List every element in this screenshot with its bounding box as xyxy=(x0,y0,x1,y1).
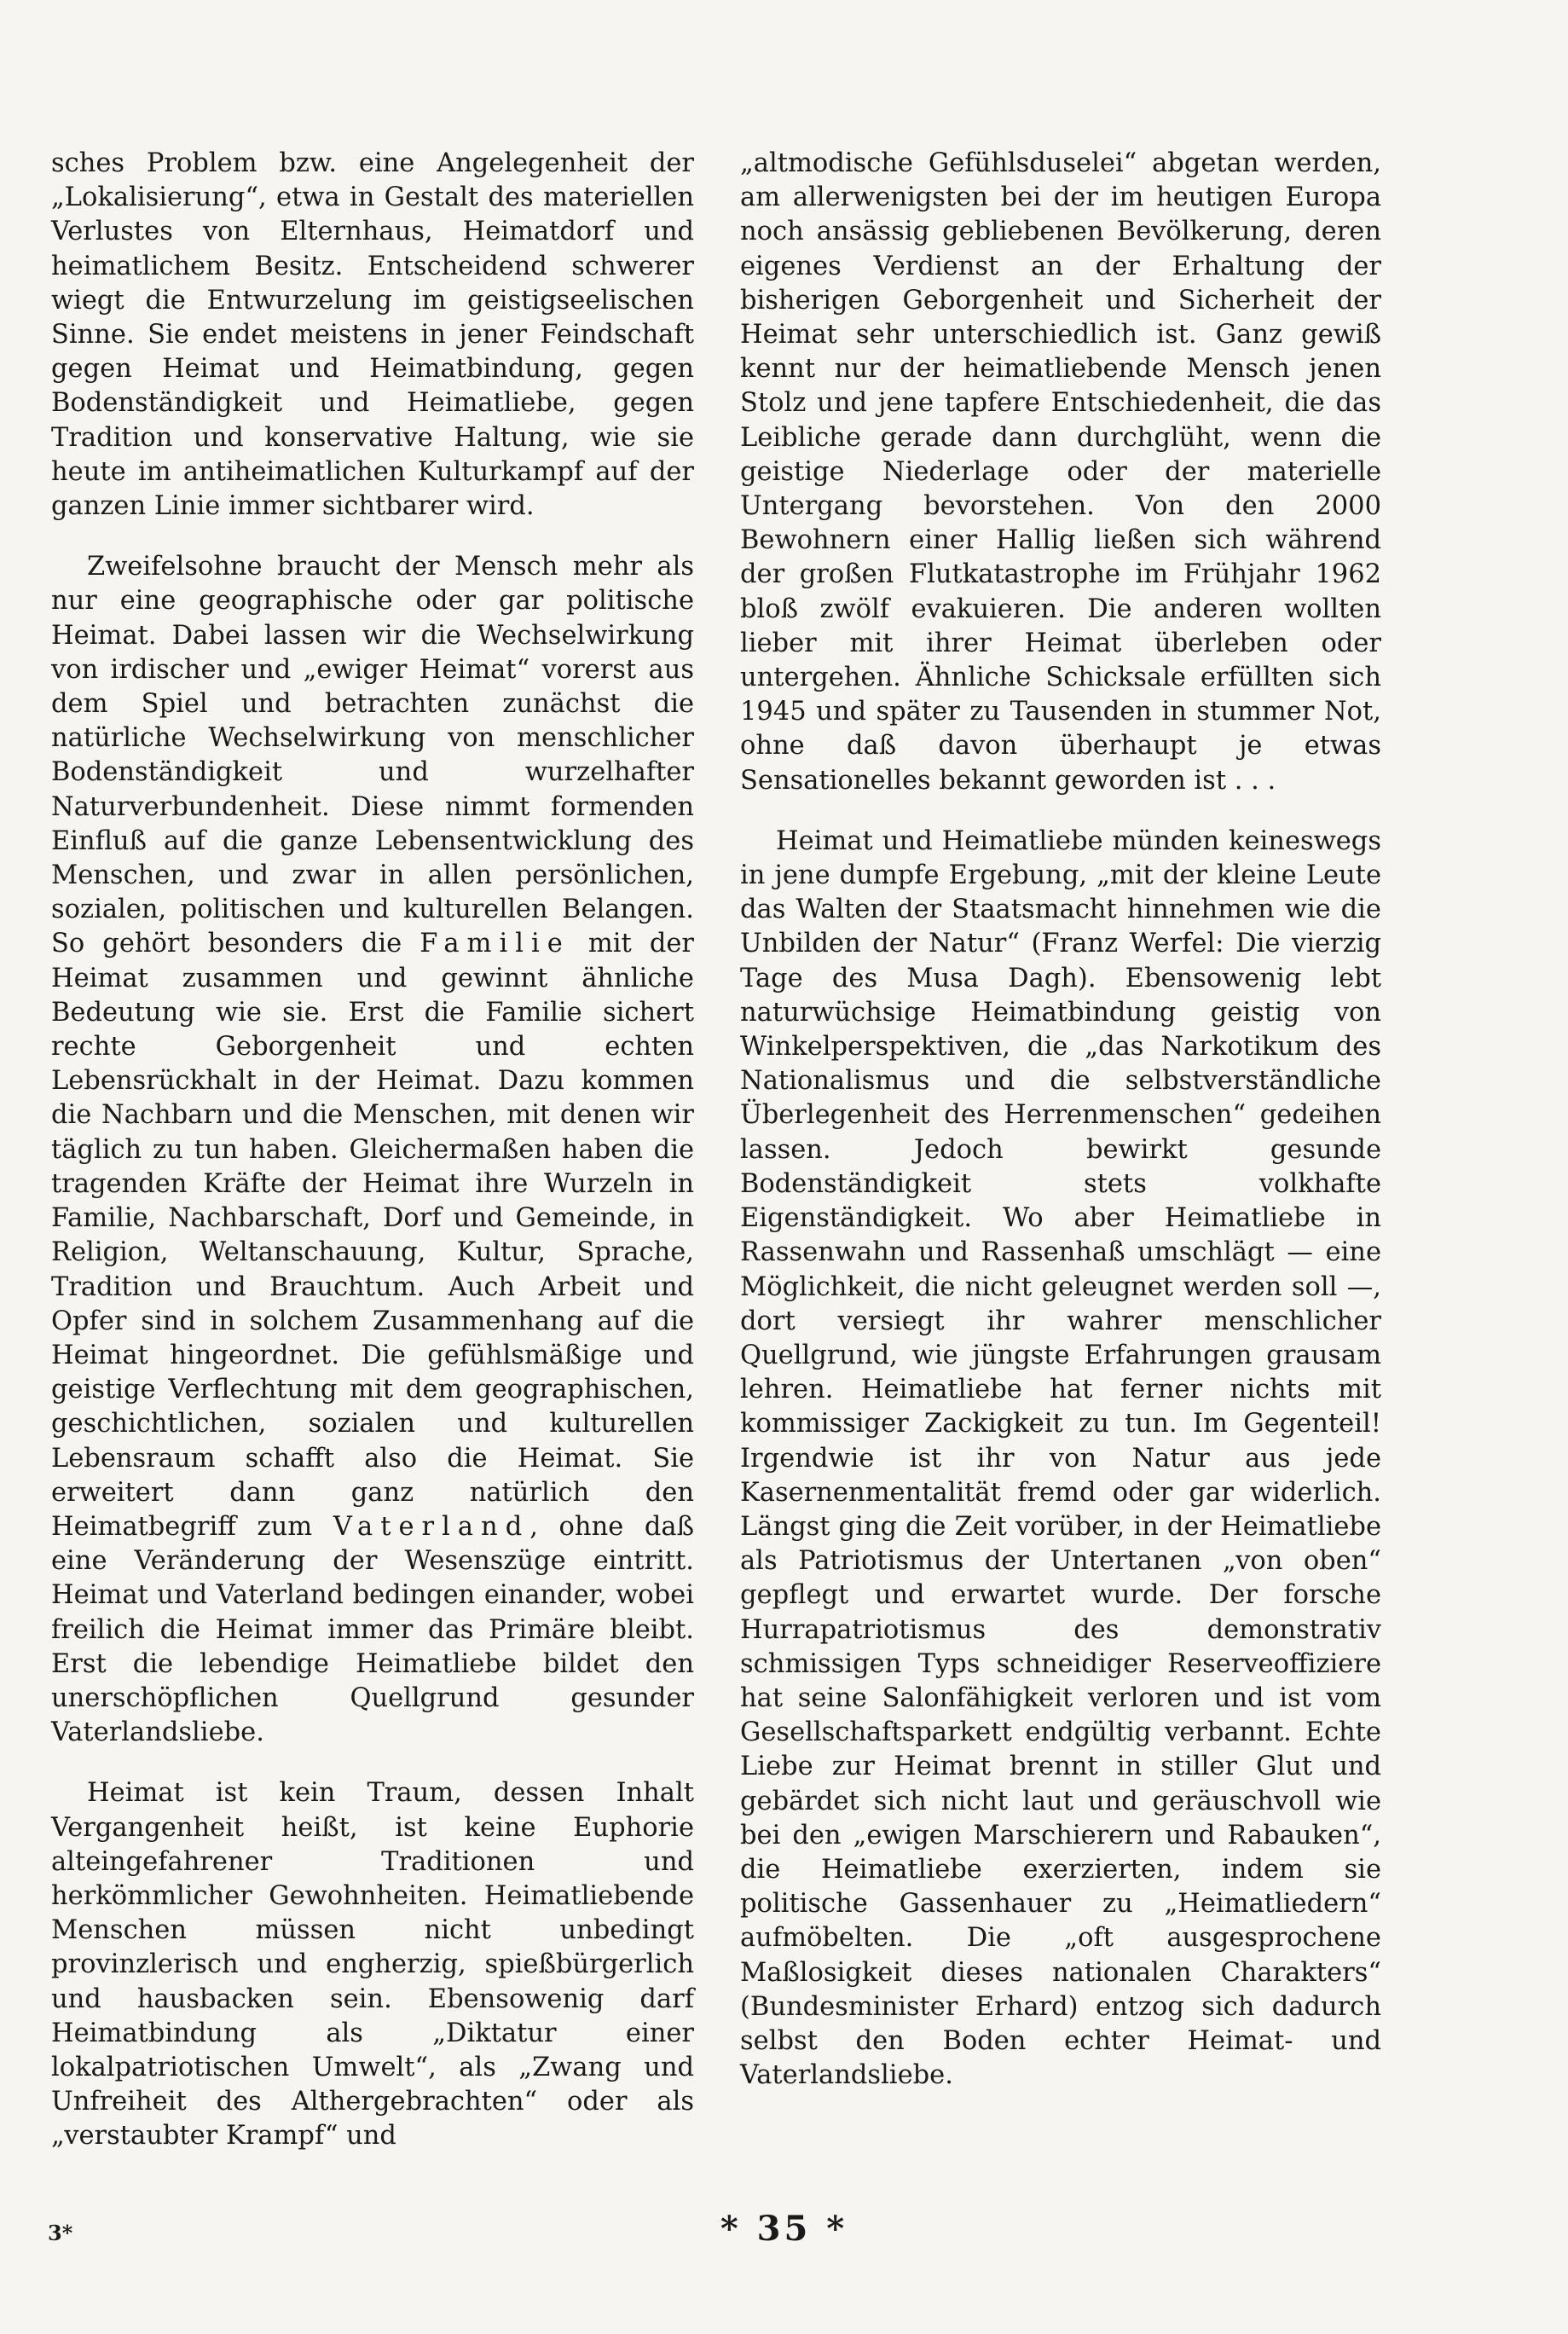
paragraph: Heimat ist kein Traum, dessen Inhalt Vergangenheit heißt, ist keine Euphorie alteingefahrener Traditionen und herkömmlicher Gewohnheiten. Heimatliebende Menschen müssen nicht unbedingt provinzlerisch und engherzig, spießbürgerlich und hausbacken sein. Ebensowenig darf Heimatbindung als „Diktatur einer lokalpatriotischen Umwelt“, als „Zwang und Unfreiheit des Althergebrachten“ oder als „verstaubter Krampf“ und xyxy=(51,1778,694,2152)
text-column-right xyxy=(740,147,1381,2119)
paragraph-text: Zweifelsohne braucht der Mensch mehr als nur eine geographische oder gar politische Heimat. Dabei lassen wir die Wechselwirkung von irdischer und „ewiger Heimat“ vorerst aus dem Spiel und betrachten zunächst die natürliche Wechselwirkung von menschlicher Bodenständigkeit und wurzelhafter Naturverbundenheit. Diese nimmt formenden Einfluß auf die ganze Lebensentwicklung des Menschen, und zwar in allen persönlichen, sozialen, politischen und kulturellen Belangen. So gehört besonders die xyxy=(51,552,694,959)
paragraph xyxy=(51,550,694,1750)
paragraph: „altmodische Gefühlsduselei“ abgetan werden, am allerwenigsten bei der im heutigen Europa noch ansässig gebliebenen Bevölkerung, deren eigenes Verdienst an der Erhaltung der bisherigen Geborgenheit und Sicherheit der Heimat sehr unterschiedlich ist. Ganz gewiß kennt nur der heimatliebende Mensch jenen Stolz und jene tapfere Entschiedenheit, die das Leibliche gerade dann durchglüht, wenn die geistige Niederlage oder der materielle Untergang bevorstehen. Von den 2000 Bewohnern einer Hallig ließen sich während der großen Flutkatastrophe im Frühjahr 1962 bloß zwölf evakuieren. Die anderen wollten lieber mit ihrer Heimat überleben oder untergehen. Ähnliche Schicksale erfüllten sich 1945 und später zu Tausenden in stummer Not, ohne daß davon überhaupt je etwas Sensationelles bekannt geworden ist . . . xyxy=(740,148,1381,796)
paragraph: sches Problem bzw. eine Angelegenheit der „Lokalisierung“, etwa in Gestalt des materiellen Verlustes von Elternhaus, Heimatdorf und heimatlichem Besitz. Entscheidend schwerer wiegt die Entwurzelung im geistigseelischen Sinne. Sie endet meistens in jener Feindschaft gegen Heimat und Heimatbindung, gegen Bodenständigkeit und Heimatliebe, gegen Tradition und konservative Haltung, wie sie heute im antiheimatlichen Kulturkampf auf der ganzen Linie immer sichtbarer wird. xyxy=(51,148,694,522)
paragraph-text: mit der Heimat zusammen und gewinnt ähnliche Bedeutung wie sie. Erst die Familie sichert rechte Geborgenheit und echten Lebensrückhalt in der Heimat. Dazu kommen die Nachbarn und die Menschen, mit denen wir täglich zu tun haben. Gleichermaßen haben die tragenden Kräfte der Heimat ihre Wurzeln in Familie, Nachbarschaft, Dorf und Gemeinde, in Religion, Weltanschauung, Kultur, Sprache, Tradition und Brauchtum. Auch Arbeit und Opfer sind in solchem Zusammenhang auf die Heimat hingeordnet. Die gefühlsmäßige und geistige Verflechtung mit dem geographischen, geschichtlichen, sozialen und kulturellen Lebensraum schafft also die Heimat. Sie erweitert dann ganz natürlich den Heimatbegriff zum xyxy=(51,929,694,1542)
signature-mark: 3* xyxy=(48,2221,73,2245)
paragraph: Heimat und Heimatliebe münden keineswegs in jene dumpfe Ergebung, „mit der kleine Leute das Walten der Staatsmacht hinnehmen wie die Unbilden der Natur“ (Franz Werfel: Die vierzig Tage des Musa Dagh). Ebensowenig lebt naturwüchsige Heimatbindung geistig von Winkelperspektiven, die „das Narkotikum des Nationalismus und die selbstverständliche Überlegenheit des Herrenmenschen“ gedeihen lassen. Jedoch bewirkt gesunde Bodenständigkeit stets volkhafte Eigenständigkeit. Wo aber Heimatliebe in Rassenwahn und Rassenhaß umschlägt — eine Möglichkeit, die nicht geleugnet werden soll —, dort versiegt ihr wahrer menschlicher Quellgrund, wie jüngste Erfahrungen grausam lehren. Heimatliebe hat ferner nichts mit kommissiger Zackigkeit zu tun. Im Gegenteil! Irgendwie ist ihr von Natur aus jede Kasernenmentalität fremd oder gar widerlich. Längst ging die Zeit vorüber, in der Heimatliebe als Patriotismus der Untertanen „von oben“ gepflegt und erwartet wurde. Der forsche Hurrapatriotismus des demonstrativ schmissigen Typs schneidiger Reserveoffiziere hat seine Salonfähigkeit verloren und ist vom Gesellschaftsparkett endgültig verbannt. Echte Liebe zur Heimat brennt in stiller Glut und gebärdet sich nicht laut und geräuschvoll wie bei den „ewigen Marschierern und Rabauken“, die Heimatliebe exerzierten, indem sie politische Gassenhauer zu „Heimatliedern“ aufmöbelten. Die „oft ausgesprochene Maßlosigkeit dieses nationalen Charakters“ (Bundesminister Erhard) entzog sich dadurch selbst den Boden echter Heimat- und Vaterlandsliebe. xyxy=(740,825,1381,2091)
page-number: * 35 * xyxy=(720,2209,848,2249)
emphasized-word: Vaterland xyxy=(333,1511,530,1542)
text-column-left xyxy=(51,147,694,2181)
emphasized-word: Familie xyxy=(419,929,570,959)
paragraph-text: , ohne daß eine Veränderung der Wesenszüge eintritt. Heimat und Vaterland bedingen einander, wobei freilich die Heimat immer das Primäre bleibt. Erst die lebendige Heimatliebe bildet den unerschöpflichen Quellgrund gesunder Vaterlandsliebe. xyxy=(51,1511,694,1748)
